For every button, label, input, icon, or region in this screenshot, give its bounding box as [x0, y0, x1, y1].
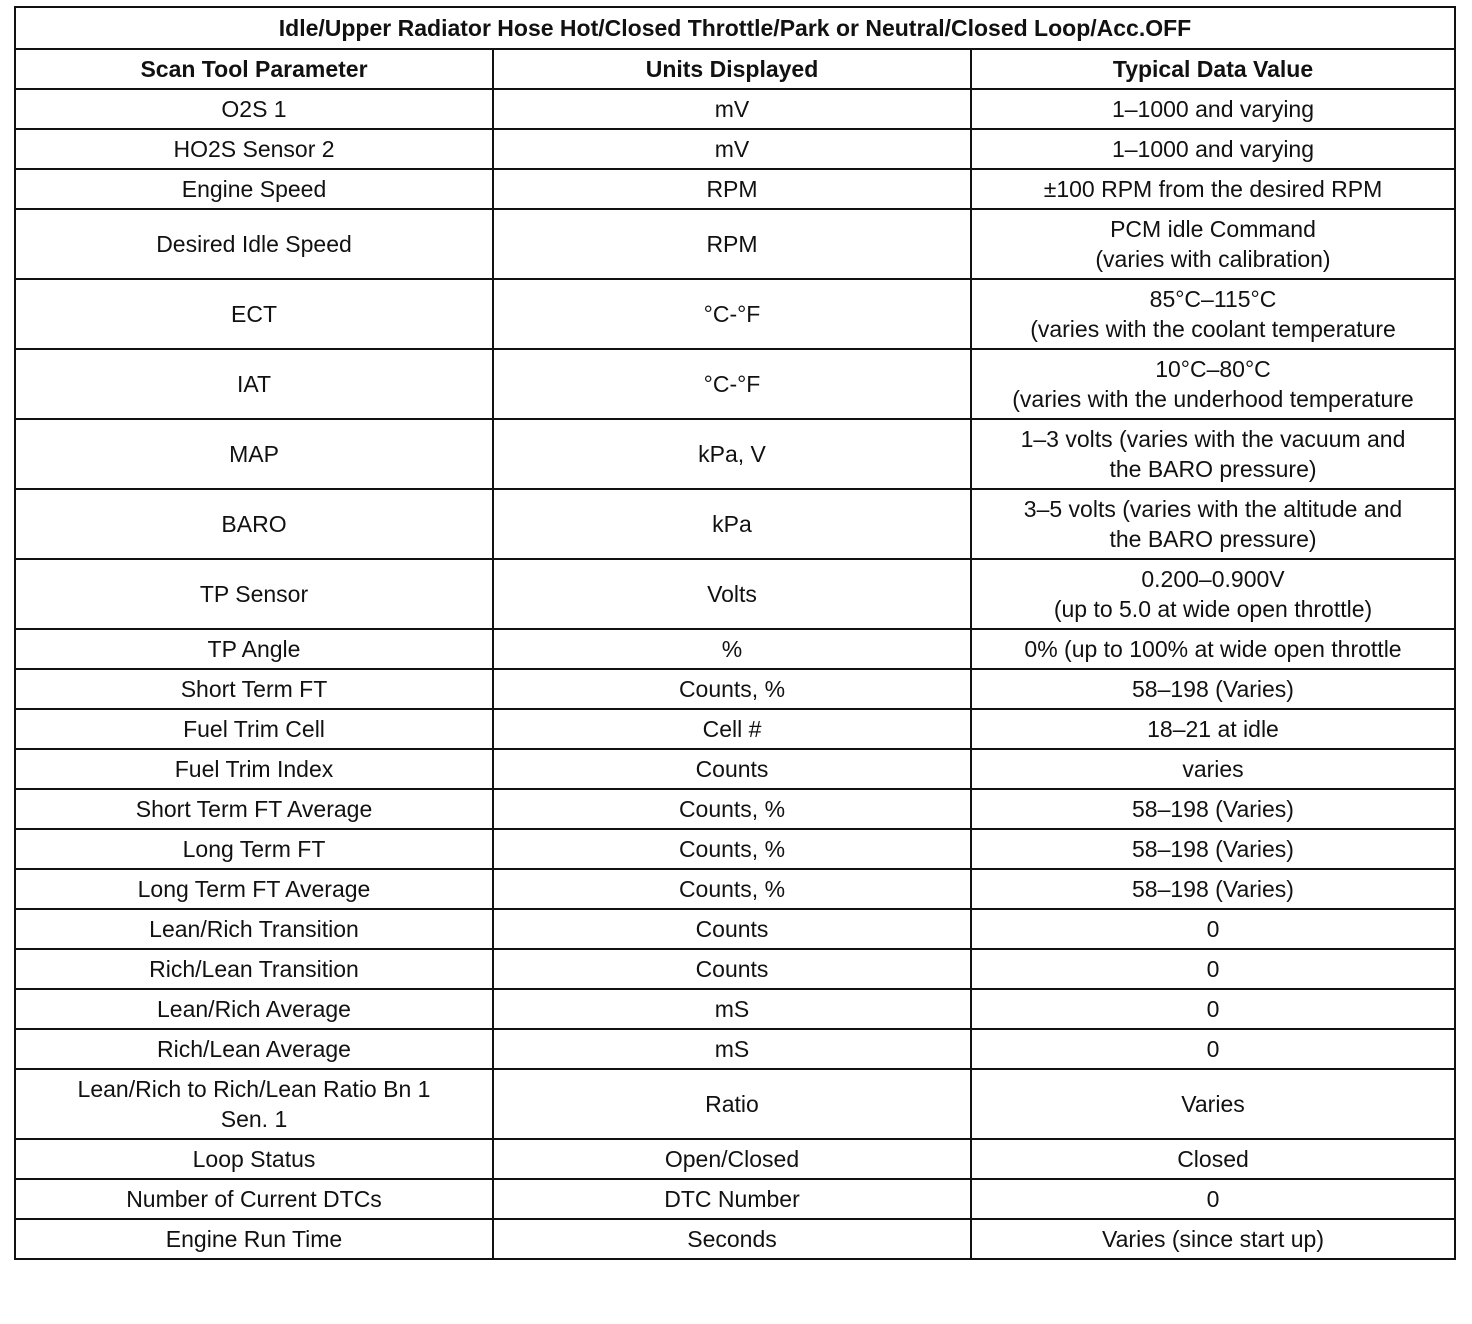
value-line-1: 10°C–80°C — [1155, 356, 1271, 382]
units-cell: mS — [493, 989, 971, 1029]
value-cell: 58–198 (Varies) — [971, 869, 1455, 909]
table-row — [15, 279, 1455, 349]
value-line-2: (up to 5.0 at wide open throttle) — [1053, 596, 1373, 622]
parameter-cell: Rich/Lean Average — [15, 1029, 493, 1069]
table-row — [15, 749, 1455, 789]
units-cell: RPM — [493, 169, 971, 209]
parameter-cell: Fuel Trim Index — [15, 749, 493, 789]
table-row — [15, 949, 1455, 989]
value-cell — [971, 209, 1455, 279]
table-row — [15, 209, 1455, 279]
table-row — [15, 989, 1455, 1029]
value-cell: 1–1000 and varying — [971, 129, 1455, 169]
parameter-cell — [15, 1069, 493, 1139]
value-cell: 0 — [971, 909, 1455, 949]
units-cell: Counts — [493, 949, 971, 989]
parameter-cell: BARO — [15, 489, 493, 559]
parameter-cell: Rich/Lean Transition — [15, 949, 493, 989]
table-row — [15, 909, 1455, 949]
header-units: Units Displayed — [493, 49, 971, 89]
table-caption: Idle/Upper Radiator Hose Hot/Closed Throttle/Park or Neutral/Closed Loop/Acc.OFF — [15, 7, 1455, 49]
units-cell: Counts, % — [493, 829, 971, 869]
value-line-2: the BARO pressure) — [1109, 456, 1317, 482]
value-cell — [971, 349, 1455, 419]
table-row — [15, 669, 1455, 709]
value-line-1: 3–5 volts (varies with the altitude and — [1023, 496, 1403, 522]
units-cell: °C-°F — [493, 279, 971, 349]
table-row — [15, 489, 1455, 559]
parameter-cell: Lean/Rich Transition — [15, 909, 493, 949]
value-cell — [971, 559, 1455, 629]
parameter-cell: Engine Run Time — [15, 1219, 493, 1259]
value-line-2: (varies with the underhood temperature — [1012, 386, 1414, 412]
parameter-cell: Short Term FT — [15, 669, 493, 709]
table-row — [15, 1139, 1455, 1179]
units-cell: DTC Number — [493, 1179, 971, 1219]
table-row — [15, 789, 1455, 829]
units-cell: Counts — [493, 909, 971, 949]
value-cell: 0 — [971, 1029, 1455, 1069]
parameter-cell: Long Term FT Average — [15, 869, 493, 909]
units-cell: % — [493, 629, 971, 669]
parameter-cell: Short Term FT Average — [15, 789, 493, 829]
parameter-line-1: Lean/Rich to Rich/Lean Ratio Bn 1 — [77, 1076, 431, 1102]
units-cell: Counts, % — [493, 869, 971, 909]
parameter-cell: Long Term FT — [15, 829, 493, 869]
units-cell: kPa, V — [493, 419, 971, 489]
units-cell: Cell # — [493, 709, 971, 749]
parameter-cell: Fuel Trim Cell — [15, 709, 493, 749]
units-cell: kPa — [493, 489, 971, 559]
table-row — [15, 419, 1455, 489]
value-cell — [971, 279, 1455, 349]
units-cell: Seconds — [493, 1219, 971, 1259]
table-row — [15, 1029, 1455, 1069]
table-row — [15, 1219, 1455, 1259]
value-line-1: PCM idle Command — [1110, 216, 1316, 242]
table-row — [15, 349, 1455, 419]
parameter-cell: Number of Current DTCs — [15, 1179, 493, 1219]
units-cell: °C-°F — [493, 349, 971, 419]
header-parameter: Scan Tool Parameter — [15, 49, 493, 89]
value-line-1: 85°C–115°C — [1149, 286, 1277, 312]
table-row — [15, 1179, 1455, 1219]
units-cell: Counts — [493, 749, 971, 789]
value-cell: 18–21 at idle — [971, 709, 1455, 749]
units-cell: Ratio — [493, 1069, 971, 1139]
value-cell — [971, 489, 1455, 559]
units-cell: mS — [493, 1029, 971, 1069]
value-line-2: (varies with the coolant temperature — [1030, 316, 1396, 342]
value-cell: 0% (up to 100% at wide open throttle — [971, 629, 1455, 669]
value-cell: varies — [971, 749, 1455, 789]
value-cell: 58–198 (Varies) — [971, 789, 1455, 829]
parameter-line-2: Sen. 1 — [220, 1106, 288, 1132]
table-row — [15, 89, 1455, 129]
parameter-cell: Lean/Rich Average — [15, 989, 493, 1029]
parameter-cell: TP Sensor — [15, 559, 493, 629]
parameter-cell: Engine Speed — [15, 169, 493, 209]
table-row — [15, 1069, 1455, 1139]
table-row — [15, 829, 1455, 869]
value-line-2: the BARO pressure) — [1109, 526, 1317, 552]
value-line-1: 0.200–0.900V — [1141, 566, 1285, 592]
caption-row — [15, 7, 1455, 49]
units-cell: mV — [493, 129, 971, 169]
parameter-cell: IAT — [15, 349, 493, 419]
parameter-cell: Desired Idle Speed — [15, 209, 493, 279]
value-line-1: 1–3 volts (varies with the vacuum and — [1020, 426, 1406, 452]
table-row — [15, 559, 1455, 629]
table-row — [15, 129, 1455, 169]
units-cell: Open/Closed — [493, 1139, 971, 1179]
header-value: Typical Data Value — [971, 49, 1455, 89]
units-cell: Counts, % — [493, 789, 971, 829]
units-cell: RPM — [493, 209, 971, 279]
table-row — [15, 869, 1455, 909]
value-cell: 1–1000 and varying — [971, 89, 1455, 129]
value-cell: ±100 RPM from the desired RPM — [971, 169, 1455, 209]
value-cell: 58–198 (Varies) — [971, 669, 1455, 709]
parameter-cell: ECT — [15, 279, 493, 349]
scan-tool-data-table — [14, 6, 1456, 1260]
parameter-cell: Loop Status — [15, 1139, 493, 1179]
units-cell: Volts — [493, 559, 971, 629]
value-cell: 0 — [971, 989, 1455, 1029]
value-cell: 0 — [971, 1179, 1455, 1219]
value-line-2: (varies with calibration) — [1095, 246, 1331, 272]
value-cell: 0 — [971, 949, 1455, 989]
value-cell: 58–198 (Varies) — [971, 829, 1455, 869]
table-row — [15, 169, 1455, 209]
value-cell — [971, 419, 1455, 489]
parameter-cell: O2S 1 — [15, 89, 493, 129]
parameter-cell: MAP — [15, 419, 493, 489]
table-row — [15, 709, 1455, 749]
value-cell: Closed — [971, 1139, 1455, 1179]
header-row — [15, 49, 1455, 89]
table-row — [15, 629, 1455, 669]
value-cell: Varies (since start up) — [971, 1219, 1455, 1259]
parameter-cell: HO2S Sensor 2 — [15, 129, 493, 169]
units-cell: mV — [493, 89, 971, 129]
units-cell: Counts, % — [493, 669, 971, 709]
parameter-cell: TP Angle — [15, 629, 493, 669]
value-cell: Varies — [971, 1069, 1455, 1139]
